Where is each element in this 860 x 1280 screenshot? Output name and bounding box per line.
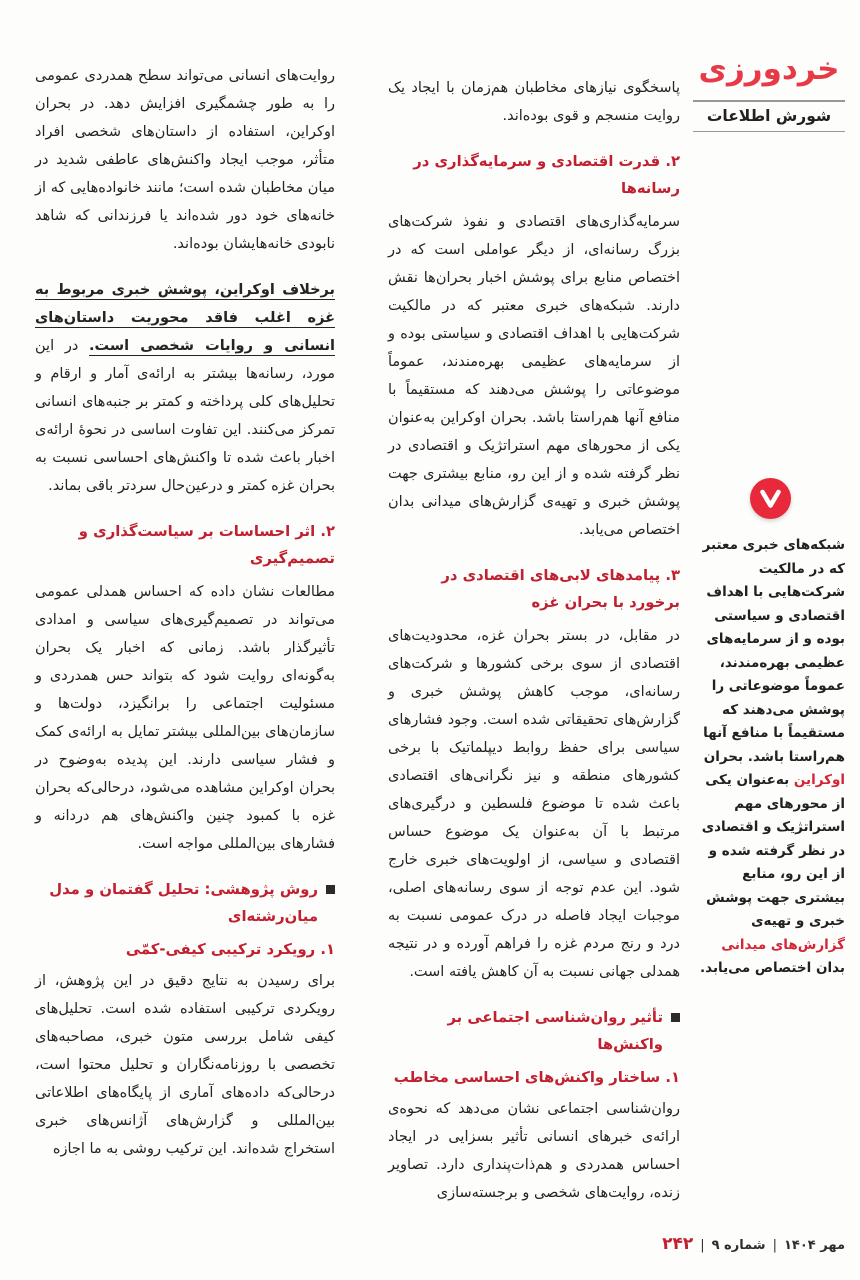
pullquote-part1: شبکه‌های خبری معتبر که در مالکیت شرکت‌هایی با اهداف اقتصادی و سیاستی بوده و از سرمایه‌های عظیمی بهره‌مندند، عموماً موضوعاتی را پوشش می‌دهند که مستقیماً با منافع آنها هم‌راستا باشد. بحران [702, 537, 845, 765]
pullquote-text [695, 534, 845, 981]
footer-issue: شماره ۹ [711, 1238, 766, 1253]
gaza-coverage-bold-lead: برخلاف اوکراین، پوشش خبری مربوط به غزه اغلب فاقد محوریت داستان‌های انسانی و روایات شخصی است. [35, 282, 335, 354]
article-column-right [388, 74, 680, 1225]
heading-emotions-policy: ۲. اثر احساسات بر سیاست‌گذاری و تصمیم‌گیری [78, 523, 335, 567]
heading-economic-power: ۲. قدرت اقتصادی و سرمایه‌گذاری در رسانه‌ها [413, 153, 680, 197]
paragraph-gaza-coverage [35, 276, 335, 500]
heading-social-psychology-label: تأثیر روان‌شناسی اجتماعی بر واکنش‌ها [447, 1009, 663, 1053]
paragraph-economic-lobbies: در مقابل، در بستر بحران غزه، محدودیت‌های اقتصادی از سوی برخی کشورها و شرکت‌های رسانه‌ای، موجب کاهش پوشش خبری و گزارش‌های تحقیقاتی شده است. وجود فشارهای سیاسی برای حفظ روابط دیپلماتیک با برخی کشورهای منطقه و نیز نگرانی‌های اقتصادی باعث شده تا موضوع فلسطین و درگیری‌های مرتبط با آن به‌عنوان یک موضوع حساس اقتصادی و سیاسی، از اولویت‌های خبری خارج شود. این عدم توجه از سوی رسانه‌های اصلی، موجبات ایجاد فاصله در درک عمومی نسبت به درد و رنج مردم غزه را فراهم آورده و در نتیجه همدلی جهانی نسبت به آن کاهش یافته است. [388, 628, 680, 980]
heading-social-psychology [388, 1004, 680, 1058]
pullquote-sidebar [695, 478, 845, 981]
subheading-emotional-reactions: ۱. ساختار واکنش‌های احساسی مخاطب [393, 1069, 680, 1086]
pullquote-part3: بدان اختصاص می‌یابد. [700, 960, 845, 976]
paragraph-emotional-reactions: روان‌شناسی اجتماعی نشان می‌دهد که نحوه‌ی ارائه‌ی خبرهای انسانی تأثیر بسزایی در ایجاد احساس همدردی و هم‌ذات‌پنداری دارد. تصاویر زنده، روایت‌های شخصی و برجسته‌سازی [388, 1101, 680, 1201]
paragraph-intro: پاسخگوی نیازهای مخاطبان هم‌زمان با ایجاد یک روایت منسجم و قوی بوده‌اند. [388, 80, 680, 124]
paragraph-economic-power: سرمایه‌گذاری‌های اقتصادی و نفوذ شرکت‌های بزرگ رسانه‌ای، از دیگر عواملی است که در اختصاص منابع برای پوشش اخبار بحران‌ها نقش دارند. شبکه‌های خبری معتبر که در مالکیت شرکت‌هایی با اهداف اقتصادی و سیاستی بوده و از سرمایه‌های عظیمی بهره‌مندند، عموماً موضوعاتی را پوشش می‌دهند که مستقیماً با منافع آنها هم‌راستا باشد. بحران اوکراین به‌عنوان یکی از محورهای مهم استراتژیک و اقتصادی در نظر گرفته شده و از این رو، منابع بیشتری جهت پوشش خبری و تهیه‌ی گزارش‌های میدانی بدان اختصاص می‌یابد. [388, 214, 680, 538]
footer-separator: | [700, 1238, 705, 1253]
heading-research-method-label: روش پژوهشی: تحلیل گفتمان و مدل میان‌رشته‌ای [49, 881, 318, 925]
subheading-mixed-approach: ۱. رویکرد ترکیبی کیفی-کمّی [125, 941, 335, 958]
heading-economic-lobbies: ۳. پیامدهای لابی‌های اقتصادی در برخورد با بحران غزه [441, 567, 680, 611]
gaza-coverage-rest: در این مورد، رسانه‌ها بیشتر به ارائه‌ی آمار و ارقام و تحلیل‌های کلی پرداخته و کمتر بر جنبه‌های انسانی تمرکز می‌کنند. این تفاوت اساسی در نحوهٔ ارائه‌ی اخبار باعث شده تا واکنش‌های احساسی نسبت به بحران غزه کمتر و درعین‌حال سردتر باقی بماند. [35, 338, 335, 494]
article-column-left [35, 62, 335, 1181]
magazine-logo: خردورزی [698, 51, 840, 87]
pullquote-part2: به‌عنوان یکی از محورهای مهم استراتژیک و اقتصادی در نظر گرفته شده و از این رو، منابع بیشتری جهت پوشش خبری و تهیه‌ی [701, 772, 845, 929]
section-label-box [693, 100, 845, 132]
paragraph-human-narratives: روایت‌های انسانی می‌تواند سطح همدردی عمومی را به طور چشمگیری افزایش دهد. در بحران اوکراین، استفاده از داستان‌های شخصی افراد متأثر، موجب ایجاد واکنش‌های عاطفی شدید در میان مخاطبان شده است؛ مانند خانواده‌هایی که از خانه‌های خود دور شده‌اند یا فرزندانی که شاهد نابودی خانه‌هایشان بوده‌اند. [35, 68, 335, 252]
section-label: شورش اطلاعات [706, 106, 832, 125]
masthead [693, 52, 845, 132]
paragraph-emotions-policy: مطالعات نشان داده که احساس همدلی عمومی می‌تواند در تصمیم‌گیری‌های سیاسی و امدادی تأثیرگذار باشد. زمانی که اخبار یک بحران به‌گونه‌ای روایت شود که بتواند حس همدردی و مسئولیت اجتماعی را برانگیزد، دولت‌ها و سازمان‌های بین‌المللی بیشتر تمایل به ارائه‌ی کمک و فشار سیاسی دارند. این پدیده به‌وضوح در بحران اوکراین مشاهده می‌شود، درحالی‌که بحران غزه با کمبود چنین واکنش‌های هم دردانه و فشارهای بین‌المللی مواجه است. [35, 584, 335, 852]
paragraph-mixed-approach: برای رسیدن به نتایج دقیق در این پژوهش، از رویکردی ترکیبی استفاده شده است. تحلیل‌های کیفی شامل بررسی متون خبری، مصاحبه‌های تخصصی با روزنامه‌نگاران و تحلیل محتوا است، درحالی‌که داده‌های آماری از پایگاه‌های اطلاعاتی بین‌المللی و گزارش‌های آژانس‌های خبری استخراج شده‌اند. این ترکیب روشی به ما اجازه [35, 973, 335, 1157]
rule-bottom [693, 131, 845, 133]
pullquote-highlight-ukraine: اوکراین [793, 772, 845, 788]
footer-separator: | [772, 1238, 777, 1253]
page-footer [662, 1234, 845, 1254]
footer-date: مهر ۱۴۰۴ [784, 1238, 845, 1253]
square-bullet-icon [671, 1013, 680, 1022]
pullquote-highlight-reports: گزارش‌های میدانی [721, 936, 845, 953]
heading-research-method [35, 876, 335, 930]
footer-page-number: ۲۴۲ [662, 1234, 694, 1254]
number-seven-badge-icon [750, 478, 791, 519]
square-bullet-icon [326, 885, 335, 894]
